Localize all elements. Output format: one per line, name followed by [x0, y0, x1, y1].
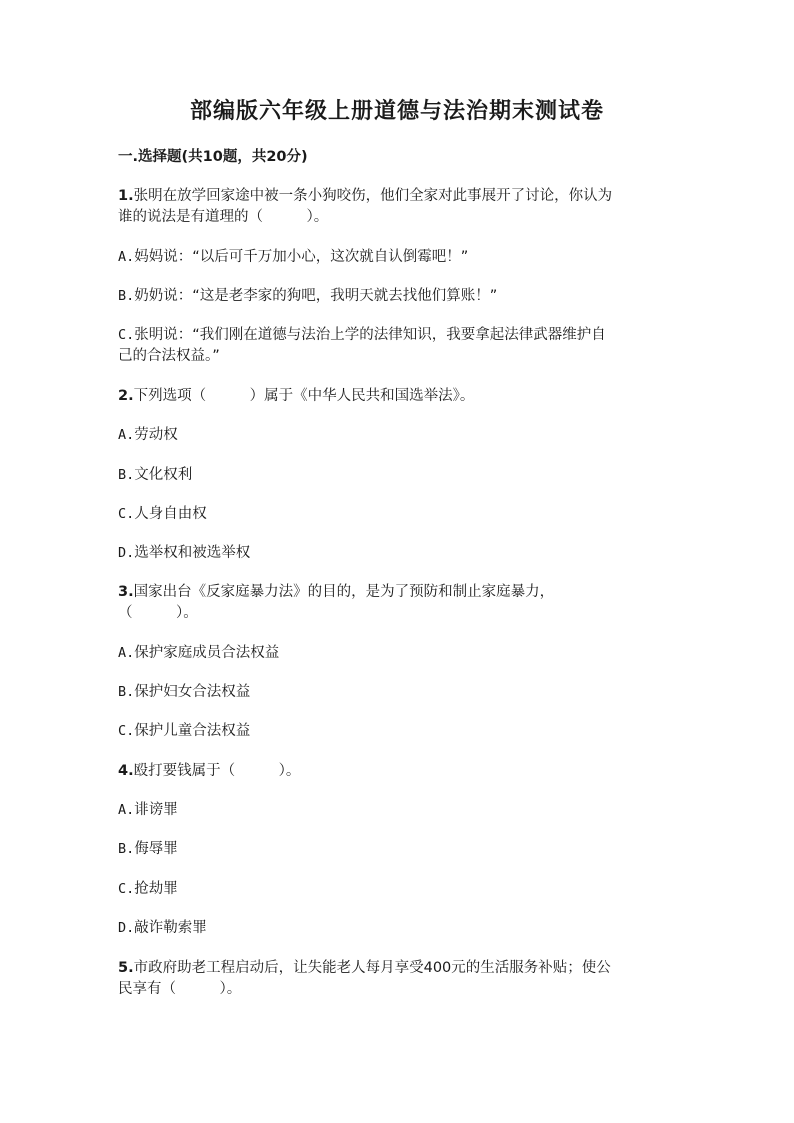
- question-2-option-b: B.文化权利: [118, 467, 193, 483]
- question-3-option-c: C.保护儿童合法权益: [118, 723, 251, 739]
- option-letter: A.: [118, 802, 135, 818]
- question-number: 5.: [118, 960, 134, 976]
- section-heading: 一.选择题(共10题，共20分): [118, 149, 308, 165]
- question-number: 3.: [118, 584, 134, 600]
- question-2-stem: 2.下列选项（ ）属于《中华人民共和国选举法》。: [118, 388, 475, 404]
- question-number: 1.: [118, 188, 134, 204]
- question-number: 2.: [118, 388, 134, 404]
- question-4-option-c: C.抢劫罪: [118, 881, 178, 897]
- option-letter: D.: [118, 920, 135, 936]
- question-5-stem-line-2: 民享有（ ）。: [118, 981, 242, 997]
- option-letter: D.: [118, 545, 135, 561]
- question-4-option-d: D.敲诈勒索罪: [118, 920, 207, 936]
- option-letter: B.: [118, 288, 135, 304]
- question-4-stem: 4.殴打要钱属于（ ）。: [118, 763, 301, 779]
- question-4-option-b: B.侮辱罪: [118, 841, 178, 857]
- question-3-stem-line-2: （ ）。: [118, 605, 198, 621]
- question-1-option-b: B.奶奶说：“这是老李家的狗吧，我明天就去找他们算账！”: [118, 288, 498, 304]
- option-letter: B.: [118, 841, 135, 857]
- question-2-option-a: A.劳动权: [118, 427, 178, 443]
- option-letter: C.: [118, 723, 135, 739]
- exam-title: 部编版六年级上册道德与法治期末测试卷: [189, 98, 604, 124]
- question-1-stem-line-2: 谁的说法是有道理的（ ）。: [118, 209, 329, 225]
- option-letter: B.: [118, 467, 135, 483]
- question-1-option-c: C.张明说：“我们刚在道德与法治上学的法律知识，我要拿起法律武器维护自: [118, 327, 606, 343]
- option-letter: C.: [118, 327, 135, 343]
- option-letter: A.: [118, 249, 135, 265]
- question-2-option-d: D.选举权和被选举权: [118, 545, 251, 561]
- question-number: 4.: [118, 763, 134, 779]
- question-2-option-c: C.人身自由权: [118, 506, 207, 522]
- question-1-option-a: A.妈妈说：“以后可千万加小心，这次就自认倒霉吧！”: [118, 249, 469, 265]
- option-letter: B.: [118, 684, 135, 700]
- question-1-stem-line-1: 1.张明在放学回家途中被一条小狗咬伤，他们全家对此事展开了讨论，你认为: [118, 188, 613, 204]
- option-letter: C.: [118, 881, 135, 897]
- option-letter: A.: [118, 427, 135, 443]
- question-5-stem-line-1: 5.市政府助老工程启动后，让失能老人每月享受400元的生活服务补贴；使公: [118, 960, 611, 976]
- question-4-option-a: A.诽谤罪: [118, 802, 178, 818]
- question-3-option-b: B.保护妇女合法权益: [118, 684, 251, 700]
- question-3-stem-line-1: 3.国家出台《反家庭暴力法》的目的，是为了预防和制止家庭暴力，: [118, 584, 555, 600]
- question-1-option-c-line-2: 己的合法权益。”: [118, 348, 220, 364]
- option-letter: A.: [118, 645, 135, 661]
- question-3-option-a: A.保护家庭成员合法权益: [118, 645, 280, 661]
- option-letter: C.: [118, 506, 135, 522]
